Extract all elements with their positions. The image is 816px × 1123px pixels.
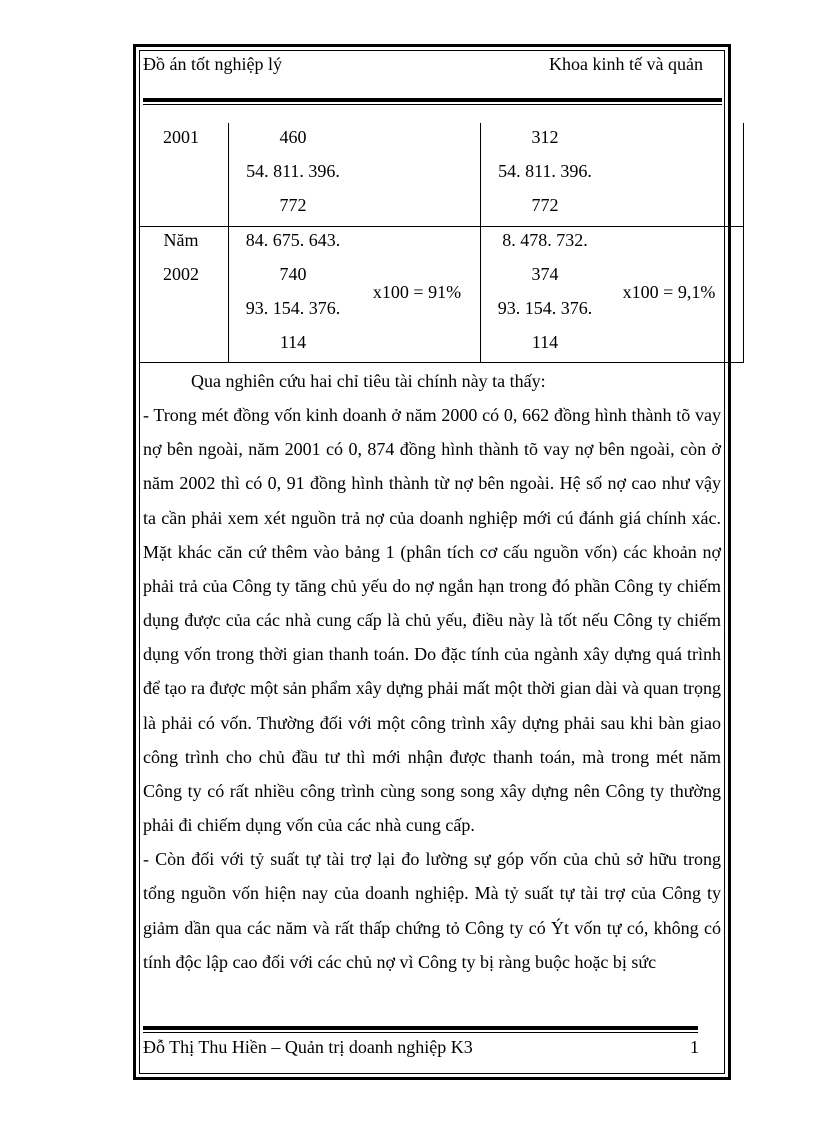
table-cell-year-label: Năm: [163, 230, 199, 250]
table-cell-year-2002: 2002: [163, 264, 199, 284]
table-hline-middle: [139, 226, 744, 227]
paragraph-debt-ratio: - Trong mét đồng vốn kinh doanh ở năm 2000 có 0, 662 đồng hình thành tõ vay nợ bên ngoài, năm 2001 có 0, 874 đồng hình thành tõ vay nợ bên ngoài, còn ở năm 2002 thì có 0, 91 đồng hình thành từ nợ bên ngoài. Hệ số nợ cao như vậy ta cần phải xem xét nguồn trả nợ của doanh nghiệp mới cú đánh giá chính xác. Mặt khác căn cứ thêm vào bảng 1 (phân tích cơ cấu nguồn vốn) các khoản nợ phải trả của Công ty tăng chủ yếu do nợ ngắn hạn trong đó phần Công ty chiếm dụng được của các nhà cung cấp là chủ yếu, điều này là tốt nếu Công ty chiếm dụng vốn trong thời gian thanh toán. Do đặc tính của ngành xây dựng quá trình để tạo ra được một sản phẩm xây dựng phải mất một thời gian dài và quan trọng là phải có vốn. Thường đối với một công trình xây dựng phải sau khi bàn giao công trình cho chủ đầu tư thì mới nhận được thanh toán, mà trong mét năm Công ty có rất nhiều công trình cùng song song xây dựng nên Công ty thường phải đi chiếm dụng vốn của các nhà cung cấp.: [143, 405, 721, 836]
table-cell-2001-col1-denominator-b: 772: [279, 195, 307, 215]
page-number: 1: [690, 1037, 699, 1057]
table-cell-2002-col2-result: x100 = 9,1%: [622, 282, 716, 302]
intro-paragraph: Qua nghiên cứu hai chỉ tiêu tài chính này ta thấy:: [191, 371, 546, 391]
footer-author: Đỗ Thị Thu Hiền – Quản trị doanh nghiệp K3: [143, 1037, 473, 1057]
header-title-left: Đồ án tốt nghiệp lý: [143, 54, 282, 74]
table-vline-right: [743, 123, 744, 363]
table-cell-2002-col1-line2: 740: [279, 264, 307, 284]
table-cell-2002-col2-line4: 114: [531, 332, 559, 352]
table-cell-2001-col2-numerator: 312: [531, 127, 559, 147]
paragraph-self-financing: - Còn đối với tỷ suất tự tài trợ lại đo lường sự góp vốn của chủ sở hữu trong tổng nguồn vốn hiện nay của doanh nghiệp. Mà tỷ suất tự tài trợ của Công ty giảm dần qua các năm và rất thấp chứng tỏ Công ty có Ýt vốn tự có, không có tính độc lập cao đối với các chủ nợ vì Công ty bị ràng buộc hoặc bị sức: [143, 849, 721, 972]
table-cell-2001-col1-denominator-a: 54. 811. 396.: [246, 161, 340, 181]
table-vline-1: [228, 123, 229, 363]
footer-rule-thin: [143, 1032, 698, 1033]
table-cell-2002-col2-line3: 93. 154. 376.: [497, 298, 593, 318]
table-cell-2002-col1-result: x100 = 91%: [372, 282, 462, 302]
header-rule-thin: [143, 104, 722, 105]
table-vline-2: [480, 123, 481, 363]
table-cell-2001-col1-numerator: 460: [279, 127, 307, 147]
table-cell-2002-col2-line2: 374: [531, 264, 559, 284]
header-title-right: Khoa kinh tế và quản: [549, 54, 703, 74]
header-rule: [143, 98, 722, 102]
table-cell-2002-col2-line1: 8. 478. 732.: [502, 230, 588, 250]
table-cell-2001-col2-denominator-b: 772: [531, 195, 559, 215]
table-cell-year-2001: 2001: [163, 127, 199, 147]
table-cell-2001-col2-denominator-a: 54. 811. 396.: [498, 161, 592, 181]
table-cell-2002-col1-line4: 114: [279, 332, 307, 352]
footer-rule: [143, 1026, 698, 1030]
table-cell-2002-col1-line3: 93. 154. 376.: [245, 298, 341, 318]
body-text: [143, 364, 721, 979]
table-hline-bottom: [139, 362, 744, 363]
table-cell-2002-col1-line1: 84. 675. 643.: [245, 230, 341, 250]
